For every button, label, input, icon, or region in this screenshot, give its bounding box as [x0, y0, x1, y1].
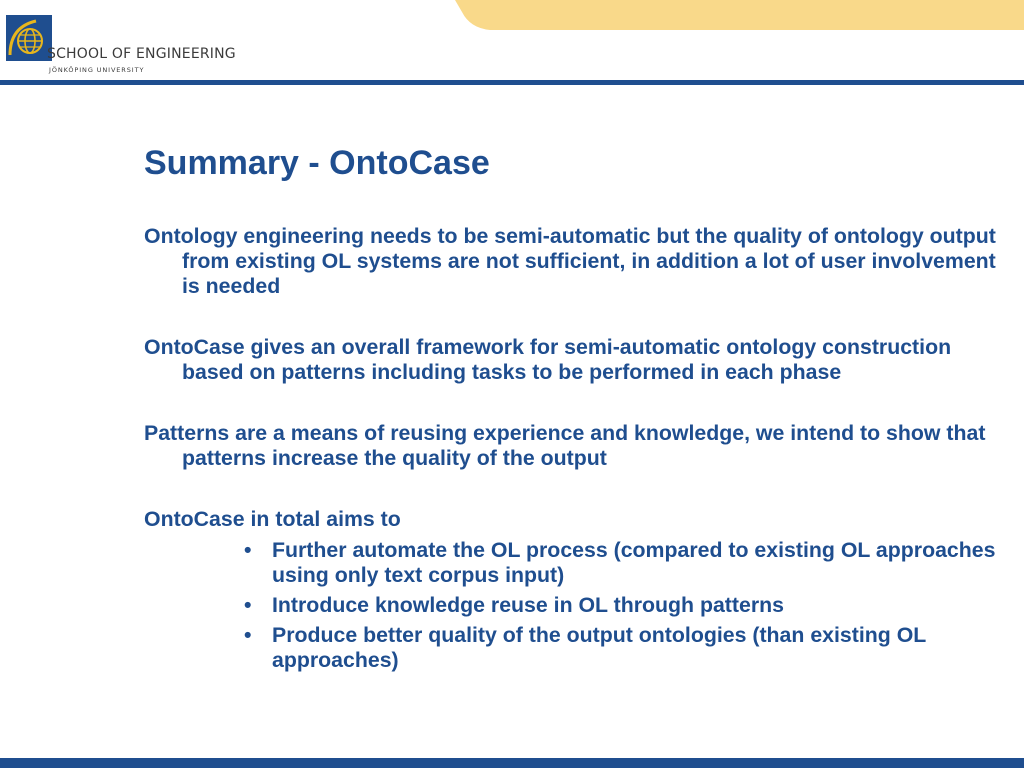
paragraph-patterns: Patterns are a means of reusing experience and knowledge, we intend to show that patterns increase the quality of the output	[144, 421, 986, 470]
paragraph-ontology-engineering: Ontology engineering needs to be semi-automatic but the quality of ontology output from existing OL systems are not sufficient, in addition a lot of user involvement is needed	[144, 224, 996, 298]
list-item	[144, 593, 1004, 618]
header-divider	[0, 80, 1024, 85]
aims-list	[144, 538, 1004, 673]
school-name: SCHOOL OF ENGINEERING	[47, 46, 236, 62]
list-item	[144, 538, 1004, 588]
slide-title: Summary - OntoCase	[144, 144, 490, 182]
aim-text: Produce better quality of the output ontologies (than existing OL approaches)	[272, 623, 926, 672]
spacer	[144, 471, 1004, 507]
university-logo-icon	[6, 15, 52, 61]
footer-bar	[0, 758, 1024, 768]
spacer	[144, 385, 1004, 421]
paragraph-ontocase-framework: OntoCase gives an overall framework for semi-automatic ontology construction based on patterns including tasks to be performed in each phase	[144, 335, 952, 384]
aim-text: Further automate the OL process (compared to existing OL approaches using only text corpus input)	[272, 538, 996, 587]
bullet-icon: •	[244, 623, 252, 647]
spacer	[144, 299, 1004, 335]
bullet-icon: •	[244, 538, 252, 562]
slide-body	[144, 224, 1004, 678]
slide-header	[0, 0, 1024, 86]
university-name: JÖNKÖPING UNIVERSITY	[49, 66, 145, 74]
list-item	[144, 623, 1004, 673]
bullet-icon: •	[244, 593, 252, 617]
aim-text: Introduce knowledge reuse in OL through patterns	[272, 593, 784, 617]
aims-heading: OntoCase in total aims to	[144, 507, 401, 531]
